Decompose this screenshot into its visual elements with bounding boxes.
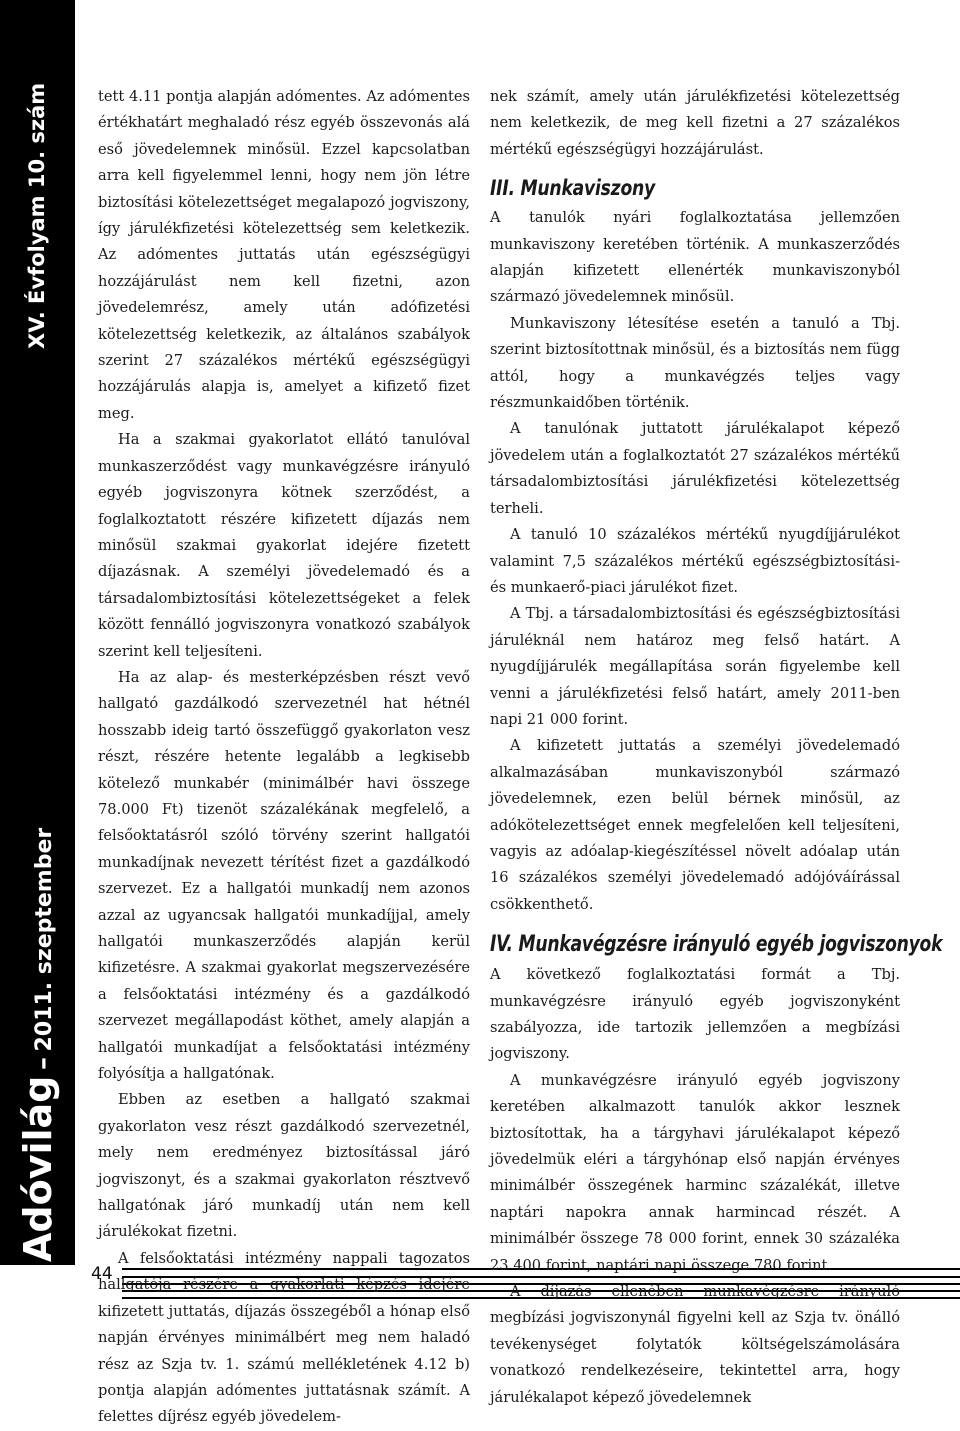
paragraph: A tanuló 10 százalékos mértékű nyugdíjjárulékot valamint 7,5 százalékos mértékű egészségbiztosítási- és munkaerő-piaci járulékot fizet. (490, 526, 900, 596)
paragraph: tett 4.11 pontja alapján adómentes. Az adómentes értékhatárt meghaladó rész egyéb összevonás alá eső jövedelemnek minősül. Ezzel kapcsolatban arra kell figyelemmel lenni, hogy nem jön létre biztosítási kötelezettséget megalapozó jogviszony, így járulékfizetési kötelezettség sem keletkezik. Az adómentes juttatás után egészségügyi hozzájárulást nem kell fizetni, azon jövedelemrész, amely után adófizetési kötelezettség keletkezik, az általános szabályok szerint 27 százalékos mértékű egészségügyi hozzájárulás alapja is, amelyet a kifizető fizet meg. (98, 88, 470, 422)
paragraph: Ha a szakmai gyakorlatot ellátó tanulóval munkaszerződést vagy munkavégzésre irányuló egyéb jogviszonyra kötnek szerződést, a foglalkoztatott részére kifizetett díjazás nem minősül szakmai gyakorlat idejére fizetett díjazásnak. A személyi jövedelemadó és a társadalombiztosítási kötelezettségeket a felek között fennálló jogviszonyra vonatkozó szabályok szerint kell teljesíteni. (98, 431, 470, 660)
paragraph: Munkaviszony létesítése esetén a tanuló a Tbj. szerint biztosítottnak minősül, és a biztosítás nem függ attól, hogy a munkavégzés teljes vagy részmunkaidőben történik. (490, 314, 900, 412)
paragraph: A Tbj. a társadalombiztosítási és egészségbiztosítási járuléknál nem határoz meg felső határt. A nyugdíjjárulék megállapítása során figyelembe kell venni a járulékfizetési felső határt, amely 2011-ben napi 21 000 forint. (490, 605, 900, 728)
right-column (490, 84, 943, 1411)
section-heading-iv: IV. Munkavégzésre irányuló egyéb jogviszonyok (490, 932, 943, 958)
paragraph: nek számít, amely után járulékfizetési kötelezettség nem keletkezik, de meg kell fizetni a 27 százalékos mértékű egészségügyi hozzájárulást. (490, 88, 900, 158)
issue-date: 2011. szeptember (32, 827, 57, 1052)
volume-label: XV. Évfolyam 10. szám (25, 82, 49, 349)
paragraph: A tanulónak juttatott járulékalapot képező jövedelem után a foglalkoztatót 27 százalékos mértékű társadalombiztosítási járulékfizetési kötelezettség terheli. (490, 420, 900, 517)
journal-title (16, 828, 60, 1262)
paragraph: A felsőoktatási intézmény nappali tagozatos hallgatója részére a gyakorlati képzés idejére kifizetett juttatás, díjazás összegéből a hónap első napján érvényes minimálbért meg nem haladó rész az Szja tv. 1. számú mellékletének 4.12 b) pontja alapján adómentes juttatásnak számít. A felettes díjrész egyéb jövedelem- (98, 1249, 470, 1426)
paragraph: Ha az alap- és mesterképzésben részt vevő hallgató gazdálkodó szervezetnél hat hétnél hosszabb ideig tartó összefüggő gyakorlaton vesz részt, részére hetente legalább a legkisebb kötelező munkabér (minimálbér havi összege 78.000 Ft) tizenöt százalékának megfelelő, a felsőoktatásról szóló törvény szerint hallgatói munkadíjnak nevezett térítést fizet a gazdálkodó szervezet. Ez a hallgatói munkadíj nem azonos azzal az ugyancsak hallgatói munkadíjjal, amely hallgatói munkaszerződés alapján kerül kifizetésre. A szakmai gyakorlat megszervezésére a felsőoktatási intézmény és a gazdálkodó szervezet megállapodást köthet, amely alapján a hallgatói munkadíjat a felsőoktatási intézmény folyósítja a hallgatónak. (98, 668, 470, 1083)
paragraph: A díjazás ellenében munkavégzésre irányuló megbízási jogviszonynál figyelni kell az Szja tv. önálló tevékenységet folytatók költségelszámolására vonatkozó rendelkezéseire, tekintettel arra, hogy járulékalapot képező jövedelemnek (490, 1283, 900, 1406)
paragraph: A tanulók nyári foglalkoztatása jellemzően munkaviszony keretében történik. A munkaszerződés alapján kifizetett ellenérték munkaviszonyból származó jövedelemnek minősül. (490, 209, 900, 306)
left-column (98, 84, 470, 1431)
paragraph: Ebben az esetben a hallgató szakmai gyakorlaton vesz részt gazdálkodó szervezetnél, mely nem eredményez biztosítással járó jogviszonyt, és a szakmai gyakorlaton résztvevő hallgatónak járó munkadíj után nem kell járulékokat fizetni. (98, 1091, 470, 1241)
paragraph: A következő foglalkoztatási formát a Tbj. munkavégzésre irányuló egyéb jogviszonyként szabályozza, ide tartozik jellemzően a megbízási jogviszony. (490, 966, 900, 1063)
page-number: 44 (91, 1264, 113, 1284)
section-heading-iii: III. Munkaviszony (490, 176, 656, 201)
brand-name: Adóvilág (16, 1075, 60, 1262)
title-dash: – (28, 1057, 58, 1071)
paragraph: A munkavégzésre irányuló egyéb jogviszony keretében alkalmazott tanulók akkor lesznek biztosítottak, ha a tárgyhavi járulékalapot képező jövedelmük eléri a tárgyhónap első napján érvényes minimálbér összegének harminc százalékát, illetve naptári napokra annak harmincad részét. A minimálbér összege 78 000 forint, ennek 30 százaléka 23 400 forint, naptári napi összege 780 forint. (490, 1071, 900, 1274)
paragraph: A kifizetett juttatás a személyi jövedelemadó alkalmazásában munkaviszonyból származó jövedelemnek, ezen belül bérnek minősül, az adókötelezettséget ennek megfelelően kell teljesíteni, vagyis az adóalap-kiegészítéssel növelt adóalap után 16 százalékos személyi jövedelemadó adójóváírással csökkenthető. (490, 737, 900, 913)
